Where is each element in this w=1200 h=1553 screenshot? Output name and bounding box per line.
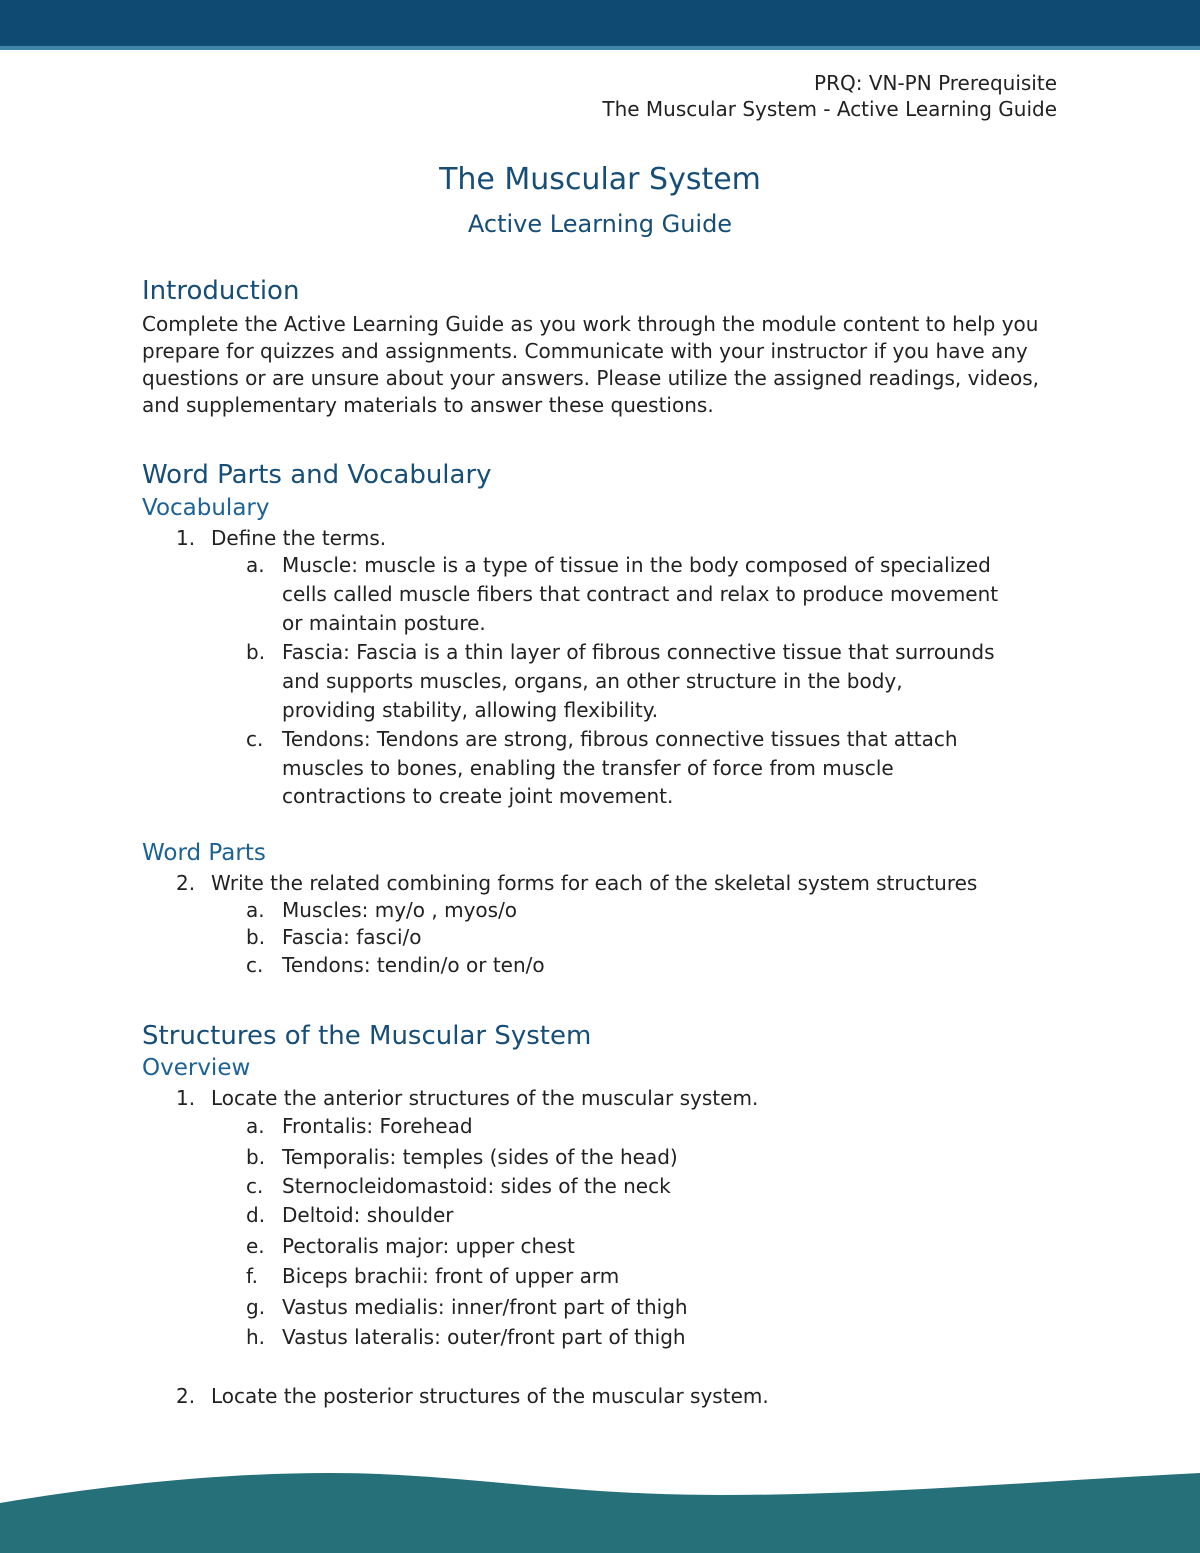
footer-wave-shape bbox=[0, 1473, 1200, 1553]
question-text: Define the terms. bbox=[211, 526, 387, 550]
word-parts-vocab-heading: Word Parts and Vocabulary bbox=[142, 460, 492, 490]
combining-form-item: Tendons: tendin/o or ten/o bbox=[282, 953, 545, 977]
definition-muscle-line: Muscle: muscle is a type of tissue in the body composed of specialized bbox=[282, 553, 991, 577]
question-number: 2. bbox=[176, 871, 196, 895]
overview-heading: Overview bbox=[142, 1055, 251, 1081]
definition-muscle-line: cells called muscle fibers that contract and relax to produce movement bbox=[282, 582, 999, 606]
top-banner-bar bbox=[0, 0, 1200, 46]
item-letter: b. bbox=[246, 640, 266, 664]
definition-fascia-line: Fascia: Fascia is a thin layer of fibrous connective tissue that surrounds bbox=[282, 640, 995, 664]
definition-tendons-line: contractions to create joint movement. bbox=[282, 784, 674, 808]
item-letter: c. bbox=[246, 1174, 264, 1198]
combining-form-item: Fascia: fasci/o bbox=[282, 925, 422, 949]
item-letter: d. bbox=[246, 1203, 266, 1227]
item-letter: a. bbox=[246, 553, 265, 577]
anterior-structure-item: Vastus medialis: inner/front part of thigh bbox=[282, 1295, 688, 1319]
item-letter: e. bbox=[246, 1234, 265, 1258]
running-header-course: PRQ: VN-PN Prerequisite bbox=[814, 71, 1057, 95]
anterior-structure-item: Frontalis: Forehead bbox=[282, 1114, 473, 1138]
item-letter: f. bbox=[246, 1264, 258, 1288]
item-letter: a. bbox=[246, 898, 265, 922]
running-header bbox=[602, 70, 1057, 122]
footer-wave bbox=[0, 1455, 1200, 1553]
introduction-text: Complete the Active Learning Guide as you work through the module content to help you prepare for quizzes and assignments. Communicate with your instructor if you have any questions or are unsure about your answers. Please utilize the assigned readings, videos, and supplementary materials to answer these questions. bbox=[142, 312, 1040, 417]
item-letter: c. bbox=[246, 727, 264, 751]
anterior-structure-item: Biceps brachii: front of upper arm bbox=[282, 1264, 620, 1288]
definition-fascia-line: and supports muscles, organs, an other structure in the body, bbox=[282, 669, 903, 693]
item-letter: b. bbox=[246, 1145, 266, 1169]
running-header-guide: The Muscular System - Active Learning Guide bbox=[602, 97, 1057, 121]
anterior-structure-item: Vastus lateralis: outer/front part of thigh bbox=[282, 1325, 686, 1349]
definition-tendons-line: muscles to bones, enabling the transfer of force from muscle bbox=[282, 756, 894, 780]
question-text: Write the related combining forms for each of the skeletal system structures bbox=[211, 871, 978, 895]
item-letter: g. bbox=[246, 1295, 266, 1319]
anterior-structure-item: Temporalis: temples (sides of the head) bbox=[282, 1145, 678, 1169]
top-banner-stripe bbox=[0, 46, 1200, 50]
word-parts-heading: Word Parts bbox=[142, 840, 266, 866]
question-number: 1. bbox=[176, 1086, 196, 1110]
question-text: Locate the anterior structures of the muscular system. bbox=[211, 1086, 759, 1110]
document-subtitle: Active Learning Guide bbox=[467, 210, 733, 238]
question-text: Locate the posterior structures of the muscular system. bbox=[211, 1384, 769, 1408]
anterior-structure-item: Deltoid: shoulder bbox=[282, 1203, 454, 1227]
document-title: The Muscular System bbox=[439, 162, 761, 197]
anterior-structure-item: Sternocleidomastoid: sides of the neck bbox=[282, 1174, 671, 1198]
question-number: 1. bbox=[176, 526, 196, 550]
introduction-heading: Introduction bbox=[142, 276, 300, 306]
item-letter: b. bbox=[246, 925, 266, 949]
definition-tendons-line: Tendons: Tendons are strong, fibrous connective tissues that attach bbox=[282, 727, 958, 751]
item-letter: h. bbox=[246, 1325, 266, 1349]
question-number: 2. bbox=[176, 1384, 196, 1408]
item-letter: a. bbox=[246, 1114, 265, 1138]
structures-heading: Structures of the Muscular System bbox=[142, 1021, 592, 1051]
definition-fascia-line: providing stability, allowing flexibility. bbox=[282, 698, 659, 722]
definition-muscle-line: or maintain posture. bbox=[282, 611, 486, 635]
combining-form-item: Muscles: my/o , myos/o bbox=[282, 898, 518, 922]
vocabulary-heading: Vocabulary bbox=[142, 495, 270, 521]
item-letter: c. bbox=[246, 953, 264, 977]
anterior-structure-item: Pectoralis major: upper chest bbox=[282, 1234, 575, 1258]
